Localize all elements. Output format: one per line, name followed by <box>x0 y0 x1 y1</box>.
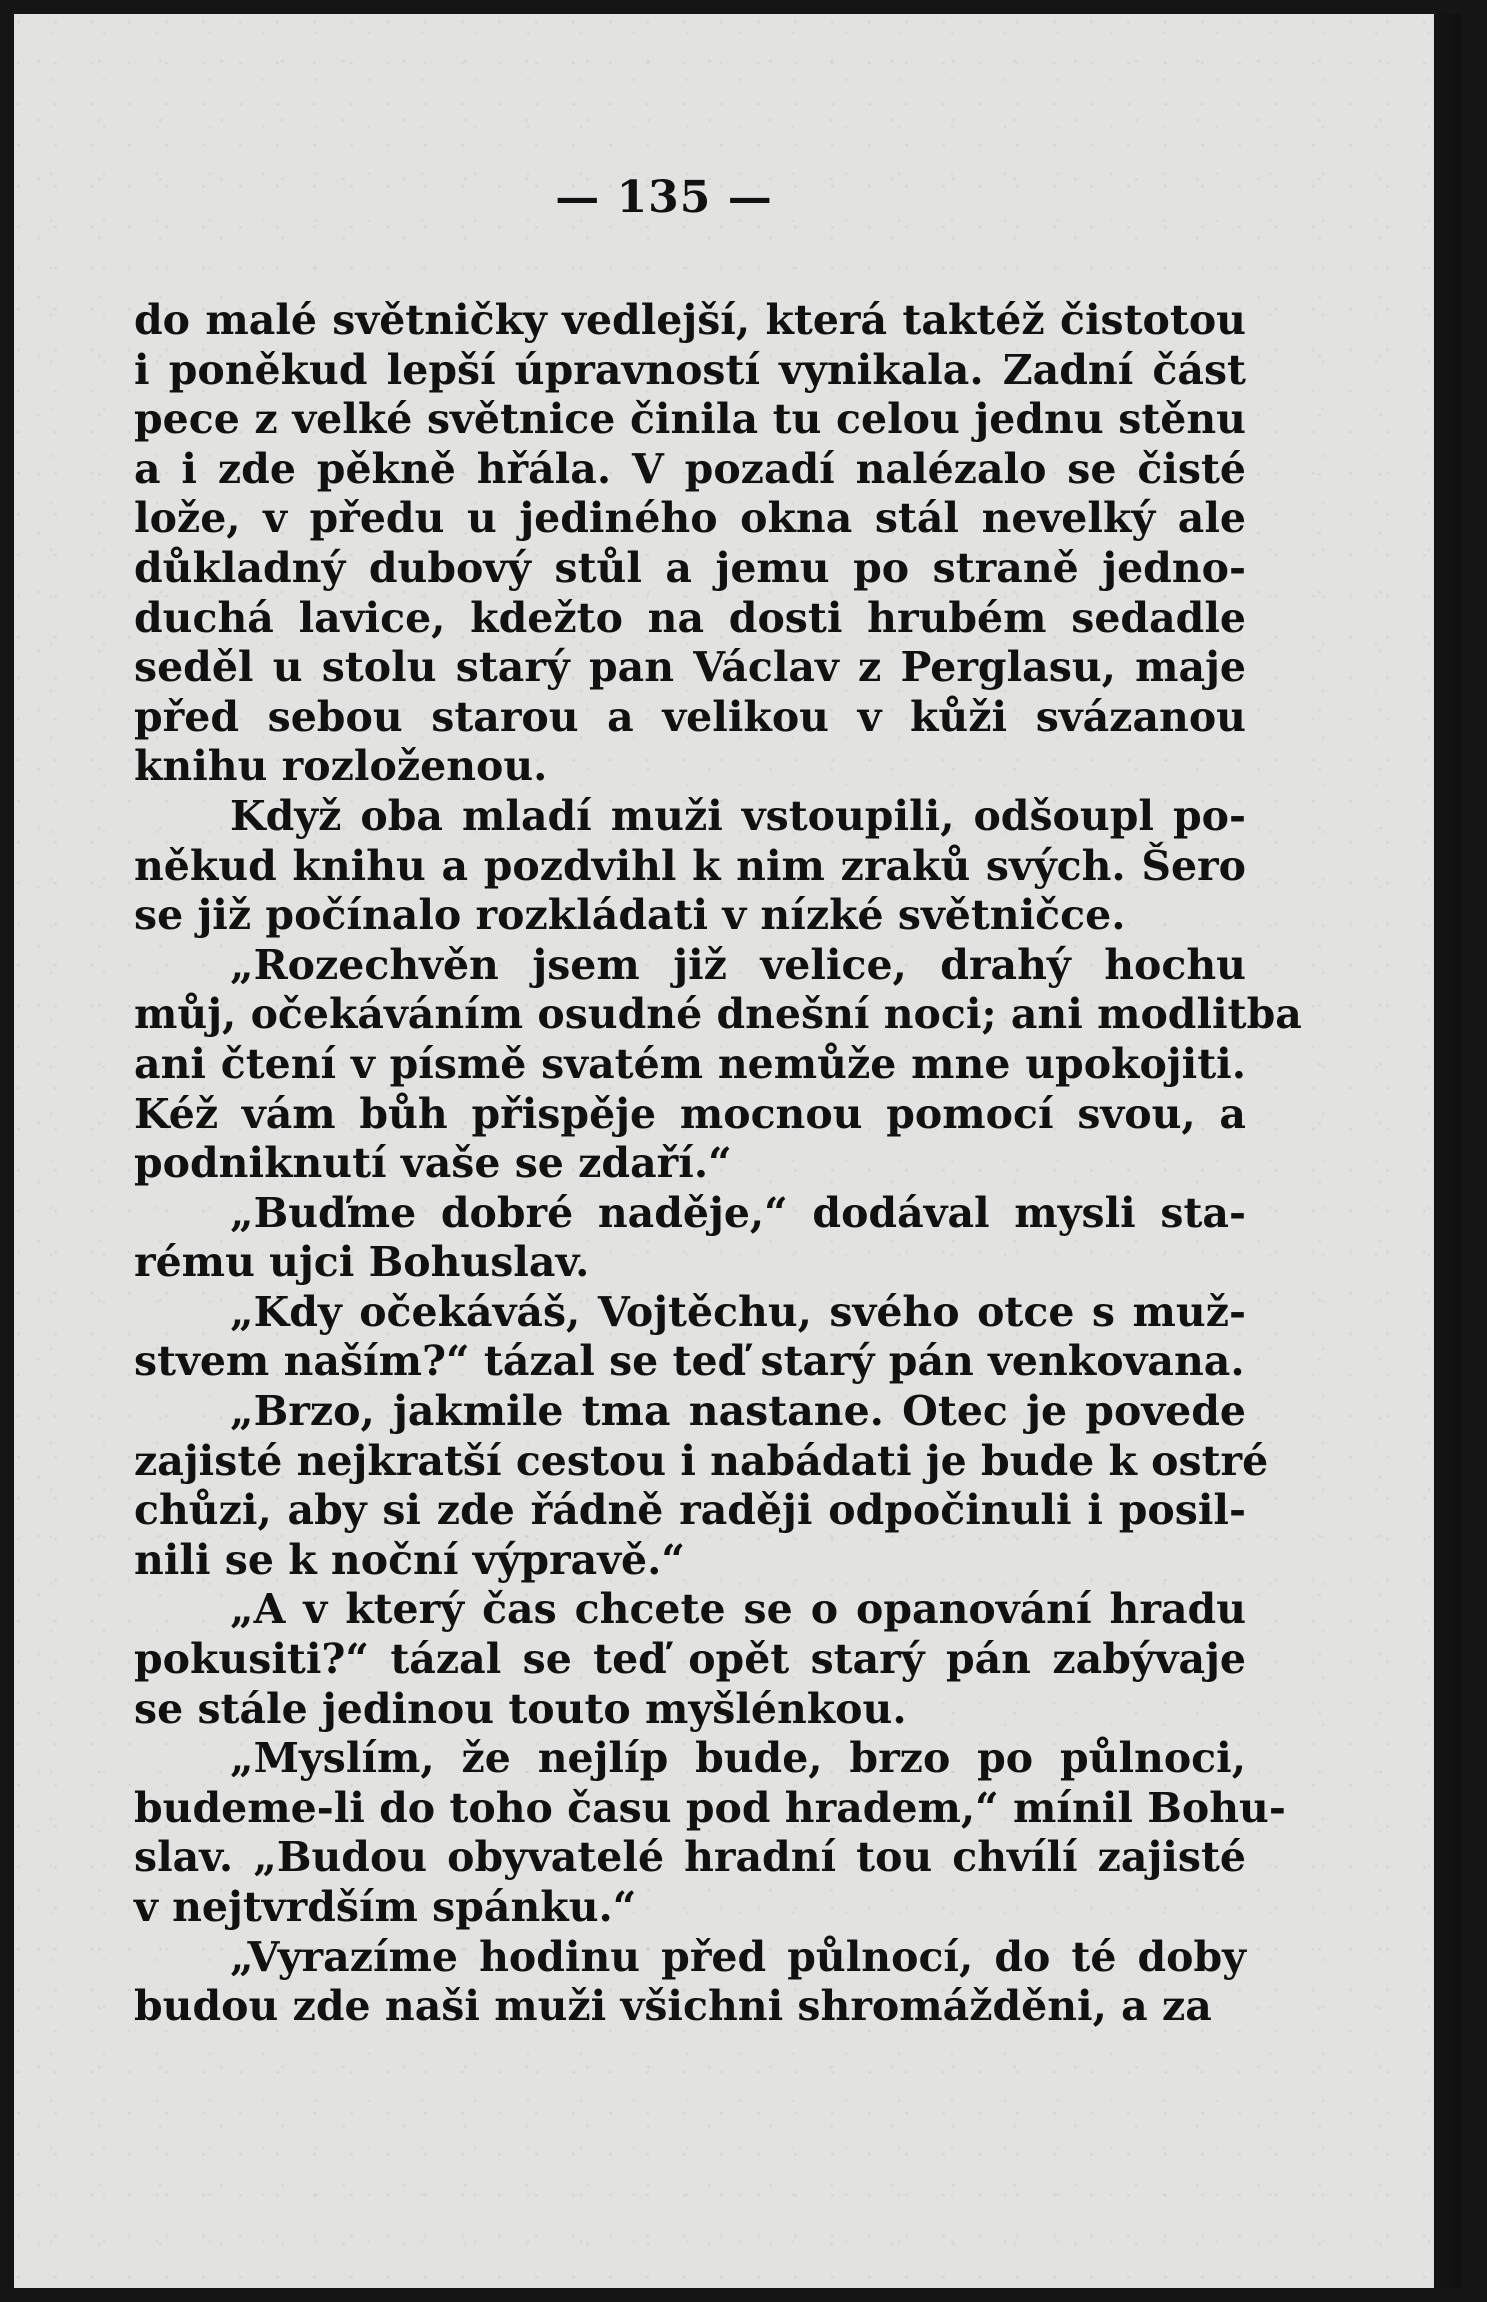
page-edge-shadow <box>1431 14 1461 2288</box>
text-line: knihu rozloženou. <box>134 742 548 791</box>
text-line: slav. „Budou obyvatelé hradní tou chvílí zajisté <box>134 1833 1246 1882</box>
text-line: „Kdy očekáváš, Vojtěchu, svého otce s muž- <box>230 1287 1246 1336</box>
text-line: ani čtení v písmě svatém nemůže mne upokojiti. <box>134 1039 1246 1088</box>
text-line: budeme-li do toho času pod hradem,“ mínil Bohu- <box>134 1783 1286 1832</box>
paragraph <box>134 792 1246 941</box>
text-line: i poněkud lepší úpravností vynikala. Zadní část <box>134 345 1246 394</box>
text-line: v nejtvrdším spánku.“ <box>134 1883 637 1931</box>
text-line: duchá lavice, kdežto na dosti hrubém sedadle <box>134 593 1246 642</box>
text-line: Když oba mladí muži vstoupili, odšoupl po- <box>230 791 1246 840</box>
text-line: budou zde naši muži všichni shromážděni, a za <box>134 1982 1212 2031</box>
text-line: a i zde pěkně hřála. V pozadí nalézalo se čisté <box>134 444 1246 493</box>
text-line: se stále jedinou touto myšlénkou. <box>134 1684 907 1733</box>
paragraph <box>134 1189 1246 1288</box>
text-line: „Buďme dobré naděje,“ dodával mysli sta- <box>230 1188 1246 1237</box>
text-line: se již počínalo rozkládati v nízké světničce. <box>134 891 1126 940</box>
text-line: „Rozechvěn jsem již velice, drahý hochu <box>230 940 1246 989</box>
text-line: pece z velké světnice činila tu celou jednu stěnu <box>134 395 1246 444</box>
text-line: zajisté nejkratší cestou i nabádati je bude k ostré <box>134 1436 1269 1485</box>
text-line: stvem naším?“ tázal se teď starý pán venkovana. <box>134 1337 1245 1386</box>
text-line: podniknutí vaše se zdaří.“ <box>134 1139 732 1188</box>
text-line: můj, očekáváním osudné dnešní noci; ani modlitba <box>134 990 1302 1039</box>
page-number: — 135 — <box>555 172 773 223</box>
text-line: „Myslím, že nejlíp bude, brzo po půlnoci, <box>230 1734 1246 1783</box>
body-text <box>134 296 1302 2032</box>
paragraph <box>134 1585 1246 1734</box>
paragraph <box>134 940 1302 1189</box>
text-line: chůzi, aby si zde řádně raději odpočinuli i posil- <box>134 1486 1246 1535</box>
text-line: do malé světničky vedlejší, která taktéž čistotou <box>134 296 1246 344</box>
text-line: důkladný dubový stůl a jemu po straně jedno- <box>134 543 1246 592</box>
text-line: Kéž vám bůh přispěje mocnou pomocí svou, a <box>134 1089 1246 1138</box>
text-line: pokusiti?“ tázal se teď opět starý pán zabývaje <box>134 1635 1246 1684</box>
text-line: před sebou starou a velikou v kůži svázanou <box>134 692 1246 741</box>
text-line: někud knihu a pozdvihl k nim zraků svých. Šero <box>134 841 1246 890</box>
text-line: „Vyrazíme hodinu před půlnocí, do té doby <box>230 1932 1246 1981</box>
paragraph <box>134 1933 1246 2032</box>
text-line: „Brzo, jakmile tma nastane. Otec je povede <box>230 1387 1246 1436</box>
paragraph <box>134 1288 1246 1387</box>
paragraph <box>134 1387 1269 1585</box>
text-line: „A v který čas chcete se o opanování hradu <box>230 1585 1246 1634</box>
text-line: lože, v předu u jediného okna stál nevelký ale <box>134 494 1246 543</box>
book-page <box>14 14 1434 2288</box>
text-line: rému ujci Bohuslav. <box>134 1238 590 1287</box>
text-line: seděl u stolu starý pan Václav z Perglasu, maje <box>134 643 1246 692</box>
paragraph <box>134 1734 1286 1932</box>
text-line: nili se k noční výpravě.“ <box>134 1535 685 1584</box>
paragraph <box>134 296 1246 792</box>
